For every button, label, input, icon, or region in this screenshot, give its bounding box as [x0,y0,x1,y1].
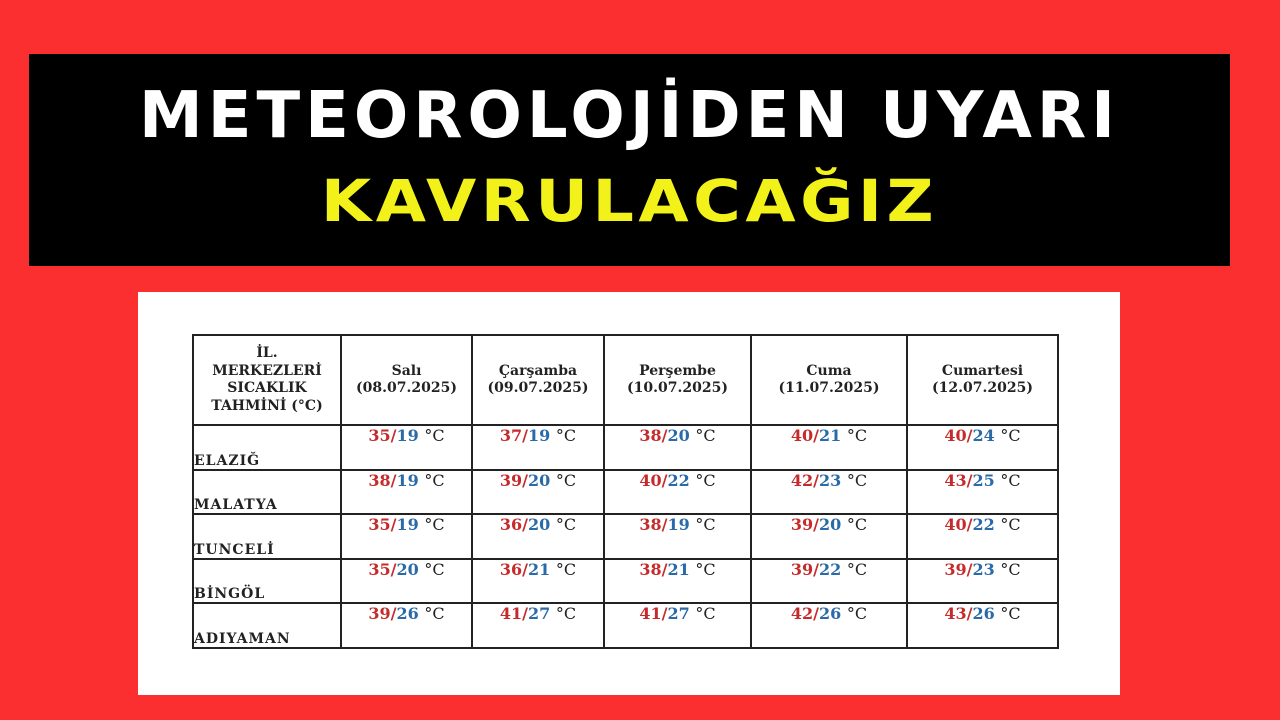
unit-label: °C [1000,426,1021,445]
temperature-cell: 39/22 °C [751,559,907,604]
min-temp: 19 [667,515,690,535]
max-temp: 36 [499,559,523,579]
min-temp: 27 [667,604,690,624]
max-temp: 40 [639,470,662,490]
temperature-cell: 40/22 °C [604,470,751,515]
unit-label: °C [424,515,445,535]
temperature-cell: 42/23 °C [751,470,907,515]
min-temp: 20 [819,515,842,535]
unit-label: °C [555,559,577,579]
day-header [604,335,751,425]
min-temp: 21 [819,426,842,445]
temperature-cell: 42/26 °C [751,603,907,648]
temperature-cell: 35/19 °C [341,514,472,559]
max-temp: 39 [944,559,967,579]
min-temp: 26 [819,604,842,624]
temperature-cell: 40/21 °C [751,425,907,470]
unit-label: °C [424,559,445,579]
corner-line: SICAKLIK [227,380,307,396]
unit-label: °C [555,515,577,535]
temperature-cell: 39/26 °C [341,603,472,648]
corner-header: İL. MERKEZLERİ SICAKLIK TAHMİNİ (°C) [193,335,341,425]
temperature-cell: 40/24 °C [907,425,1058,470]
temperature-cell: 43/26 °C [907,603,1058,648]
unit-label: °C [555,426,577,445]
temperature-cell: 38/20 °C [604,425,751,470]
unit-label: °C [846,515,868,535]
day-date: (10.07.2025) [627,380,728,396]
day-header [341,335,472,425]
unit-label: °C [1000,470,1021,490]
max-temp: 39 [790,559,814,579]
table-header-row [193,335,1058,425]
city-name: ELAZIĞ [193,425,341,470]
forecast-table [192,334,1059,649]
unit-label: °C [1000,515,1021,535]
max-temp: 41 [499,604,523,624]
unit-label: °C [695,604,716,624]
day-header [472,335,604,425]
max-temp: 42 [790,470,814,490]
temperature-cell: 37/19 °C [472,425,604,470]
unit-label: °C [424,604,445,624]
min-temp: 23 [819,470,842,490]
max-temp: 43 [944,470,967,490]
max-temp: 40 [790,426,814,445]
city-name: BİNGÖL [193,559,341,604]
day-header [751,335,907,425]
min-temp: 26 [972,604,995,624]
unit-label: °C [695,426,716,445]
corner-line: İL [256,345,273,361]
max-temp: 38 [639,426,662,445]
min-temp: 20 [667,426,690,445]
min-temp: 20 [396,559,419,579]
min-temp: 23 [972,559,995,579]
day-name: Cumartesi [941,362,1024,379]
max-temp: 38 [368,470,391,490]
day-name: Salı [391,362,422,379]
max-temp: 38 [639,515,662,535]
max-temp: 43 [944,604,967,624]
unit-label: °C [424,470,445,490]
corner-line: TAHMİNİ (°C) [211,397,323,414]
headline-banner [29,54,1230,266]
min-temp: 19 [396,470,419,490]
min-temp: 19 [396,426,419,445]
max-temp: 40 [944,515,967,535]
day-header [907,335,1058,425]
min-temp: 24 [972,426,995,445]
max-temp: 39 [790,515,814,535]
min-temp: 22 [667,470,690,490]
temperature-cell: 38/21 °C [604,559,751,604]
day-date: (08.07.2025) [356,380,457,396]
day-name: Cuma [806,362,852,379]
unit-label: °C [424,426,445,445]
min-temp: 21 [528,559,551,579]
headline-title: METEOROLOJİDEN UYARI [139,79,1120,153]
temperature-cell: 43/25 °C [907,470,1058,515]
min-temp: 22 [972,515,995,535]
min-temp: 20 [528,470,551,490]
day-name: Perşembe [639,362,716,379]
headline-subtitle: KAVRULACAĞIZ [320,167,939,235]
unit-label: °C [846,604,868,624]
temperature-cell: 35/20 °C [341,559,472,604]
max-temp: 39 [499,470,523,490]
temperature-cell: 38/19 °C [341,470,472,515]
max-temp: 42 [790,604,814,624]
temperature-cell: 41/27 °C [604,603,751,648]
temperature-cell: 35/19 °C [341,425,472,470]
max-temp: 41 [639,604,662,624]
table-row [193,470,1058,515]
max-temp: 37 [499,426,523,445]
temperature-cell: 36/20 °C [472,514,604,559]
unit-label: °C [846,559,868,579]
temperature-cell: 39/20 °C [472,470,604,515]
city-name: ADIYAMAN [193,603,341,648]
max-temp: 40 [944,426,967,445]
max-temp: 38 [639,559,662,579]
table-row [193,603,1058,648]
unit-label: °C [1000,559,1021,579]
min-temp: 22 [819,559,842,579]
max-temp: 35 [368,559,391,579]
temperature-cell: 39/20 °C [751,514,907,559]
min-temp: 20 [528,515,551,535]
min-temp: 21 [667,559,690,579]
unit-label: °C [695,470,716,490]
day-date: (11.07.2025) [778,380,880,396]
min-temp: 25 [972,470,995,490]
unit-label: °C [555,604,577,624]
max-temp: 35 [368,515,391,535]
day-name: Çarşamba [498,362,578,379]
temperature-cell: 39/23 °C [907,559,1058,604]
day-date: (09.07.2025) [487,380,589,396]
max-temp: 36 [499,515,523,535]
min-temp: 19 [528,426,551,445]
forecast-panel [138,292,1120,695]
table-row [193,514,1058,559]
unit-label: °C [846,426,868,445]
corner-line: MERKEZLERİ [212,362,322,379]
max-temp: 35 [368,426,391,445]
temperature-cell: 36/21 °C [472,559,604,604]
min-temp: 26 [396,604,419,624]
unit-label: °C [695,559,716,579]
unit-label: °C [555,470,577,490]
max-temp: 39 [368,604,391,624]
table-row [193,425,1058,470]
temperature-cell: 40/22 °C [907,514,1058,559]
temperature-cell: 41/27 °C [472,603,604,648]
temperature-cell: 38/19 °C [604,514,751,559]
forecast-body [193,425,1058,648]
min-temp: 19 [396,515,419,535]
unit-label: °C [695,515,716,535]
table-row [193,559,1058,604]
unit-label: °C [846,470,868,490]
day-date: (12.07.2025) [932,380,1033,396]
unit-label: °C [1000,604,1021,624]
min-temp: 27 [528,604,551,624]
city-name: TUNCELİ [193,514,341,559]
city-name: MALATYA [193,470,341,515]
